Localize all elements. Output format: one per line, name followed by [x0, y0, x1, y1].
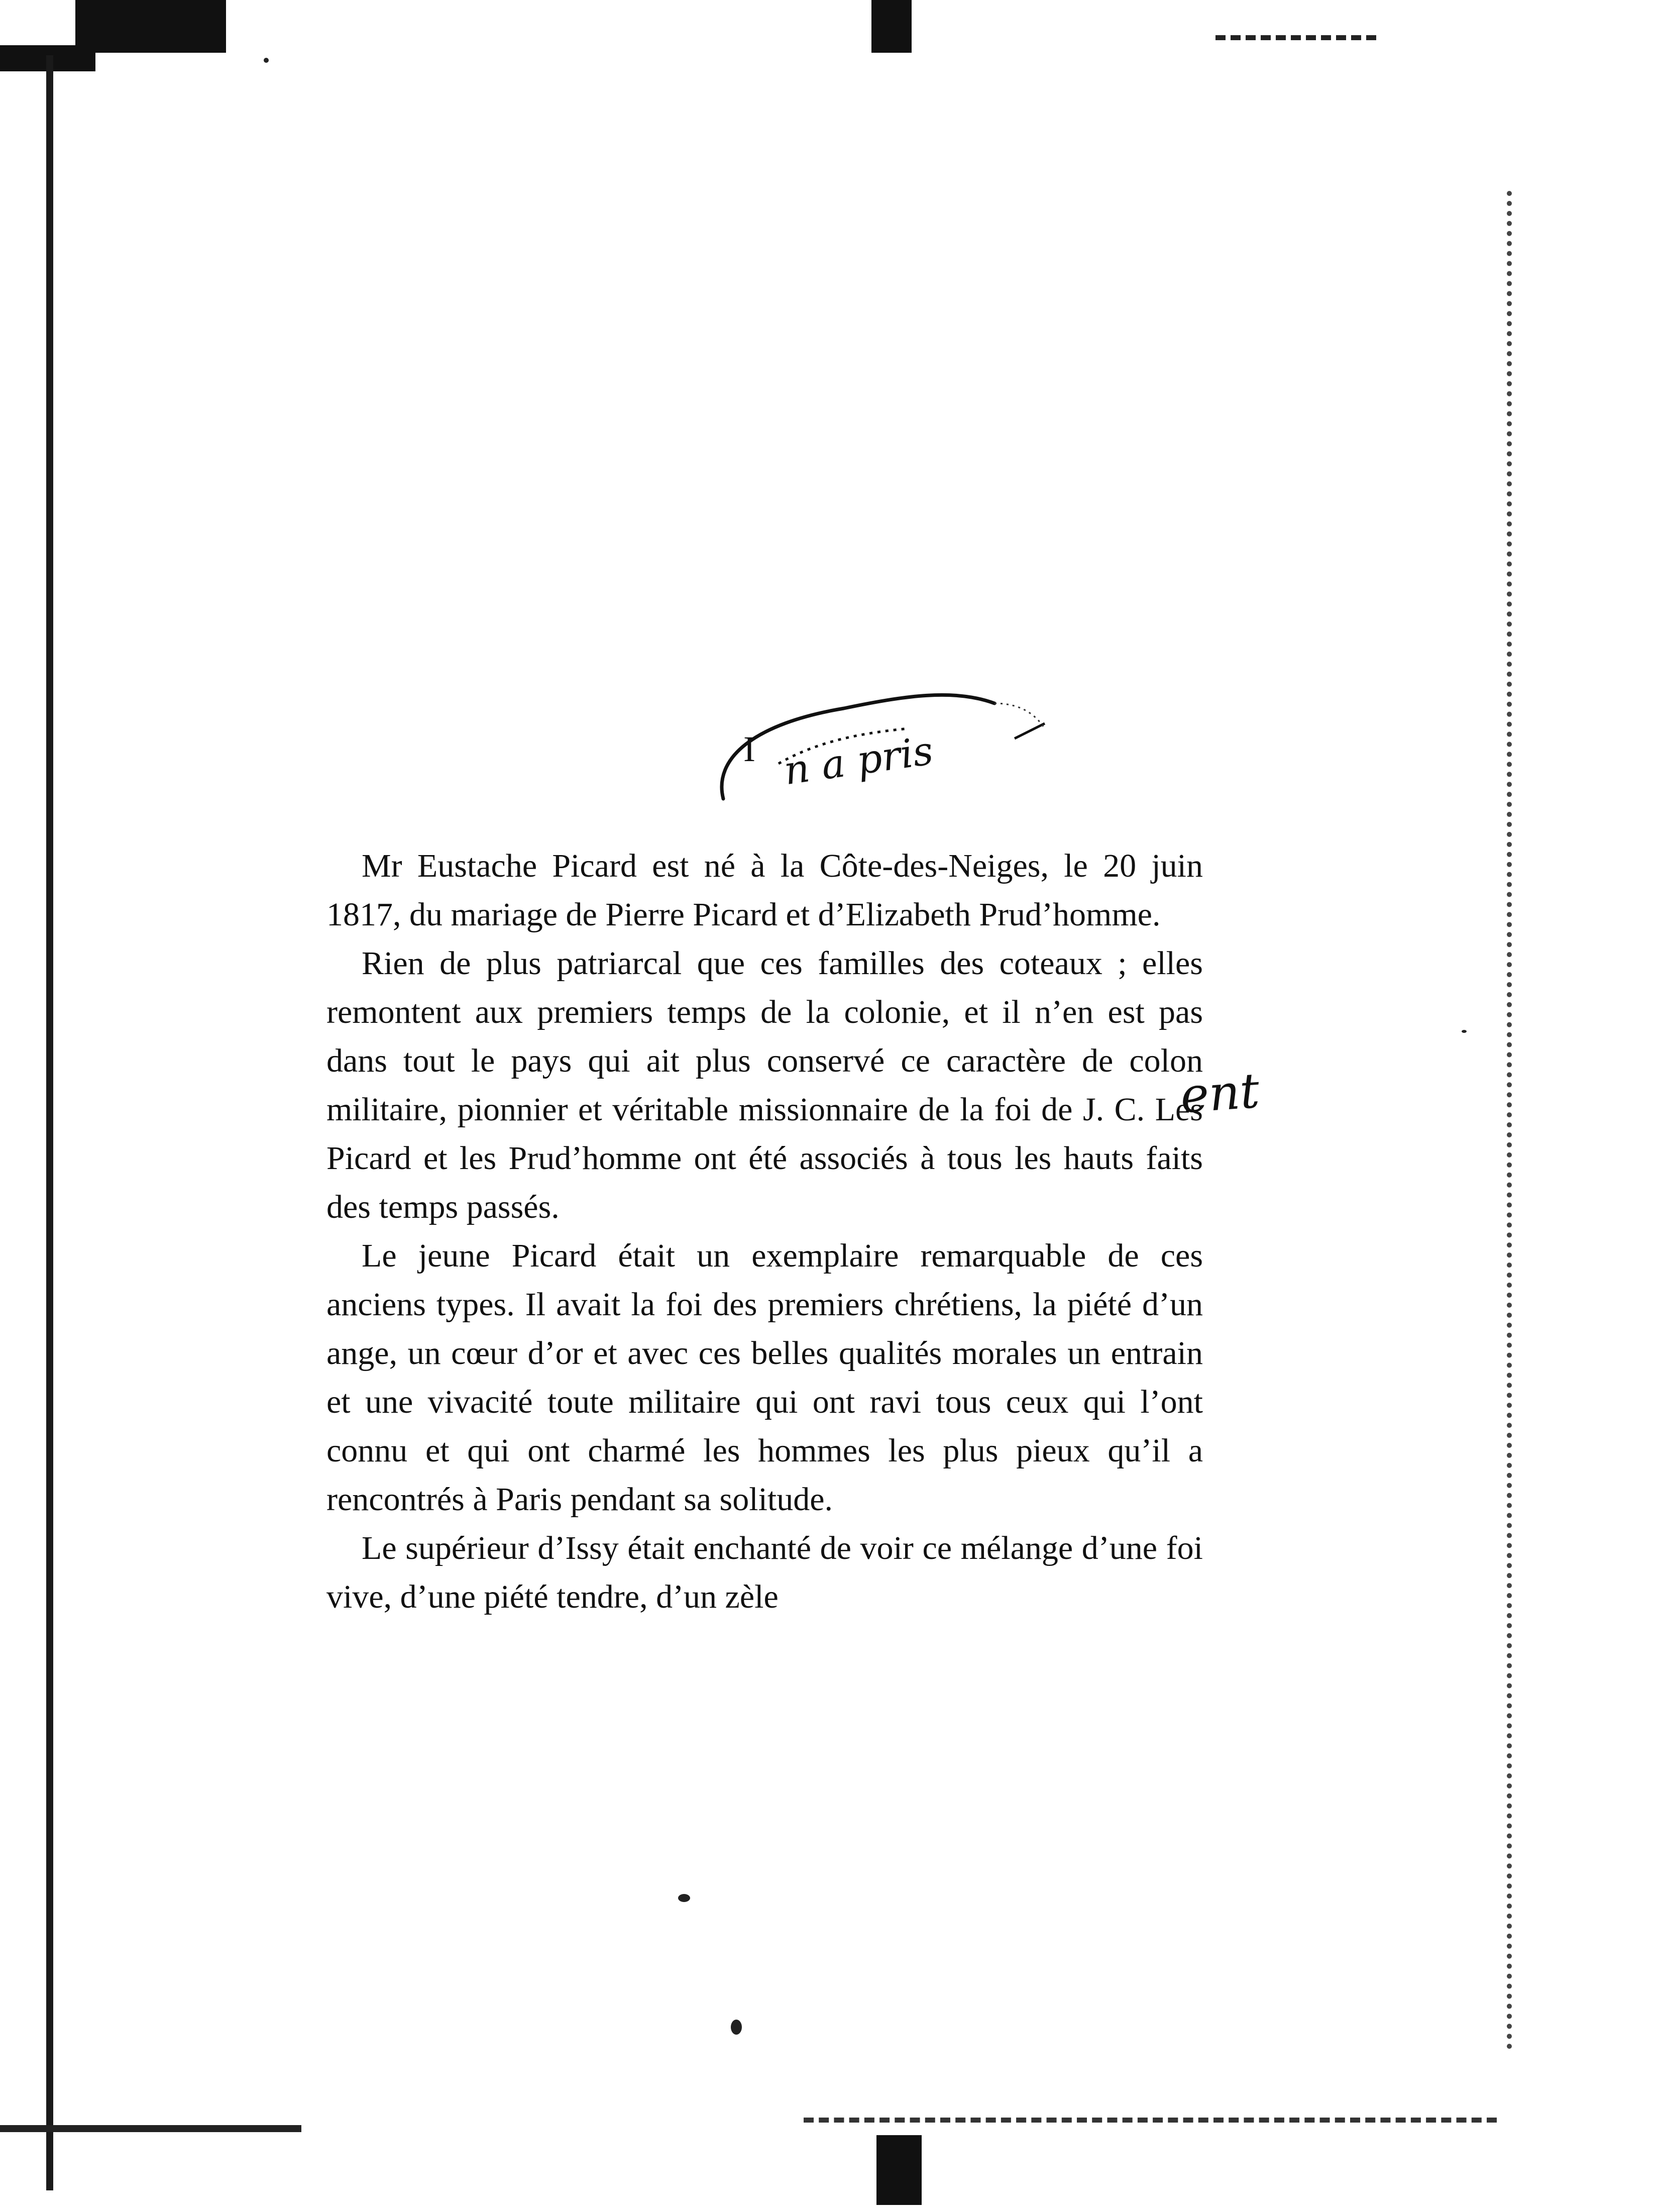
page-body	[326, 841, 1203, 1621]
scan-right-border	[1507, 191, 1518, 2050]
scan-left-border	[46, 55, 53, 2190]
scan-bottom-marks	[804, 2118, 1497, 2128]
paragraph: Le supérieur d’Issy était enchanté de voir ce mélange d’une foi vive, d’une piété tendre, d’un zèle	[326, 1530, 1203, 1615]
paragraph: Mr Eustache Picard est né à la Côte-des-Neiges, le 20 juin 1817, du mariage de Pierre Picard et d’Elizabeth Prud’homme.	[326, 848, 1203, 933]
scan-bottom-left-edge	[0, 2125, 301, 2212]
ink-speck	[678, 1894, 690, 1902]
ink-speck	[731, 2020, 742, 2035]
ink-speck	[1462, 1030, 1467, 1033]
scan-edge-artifact	[75, 0, 226, 53]
paragraph: Rien de plus patriarcal que ces familles des coteaux ; elles remontent aux premiers temps de la colonie, et il n’en est pas dans tout le pays qui ait plus conservé ce caractère de colon militaire, pionnier et véritable missionnaire de la foi de J. C. Les Picard et les Prud’homme ont été associés à tous les hauts faits des temps passés.	[326, 945, 1203, 1225]
scan-top-block	[871, 0, 912, 53]
scan-bottom-block	[876, 2135, 922, 2205]
paragraph: Le jeune Picard était un exemplaire remarquable de ces anciens types. Il avait la foi des premiers chrétiens, la piété d’un ange, un cœur d’or et avec ces belles qualités morales un entrain et une vivacité toute militaire qui ont ravi tous ceux qui l’ont connu et qui ont charmé les hommes les plus pieux qu’il a rencontrés à Paris pendant sa solitude.	[326, 1237, 1203, 1518]
scan-top-marks	[1215, 35, 1376, 60]
ink-speck	[264, 58, 269, 63]
chapter-number: I	[743, 729, 755, 769]
margin-note-top: n a pris	[781, 728, 936, 794]
margin-note-right: ent	[1178, 1062, 1261, 1124]
